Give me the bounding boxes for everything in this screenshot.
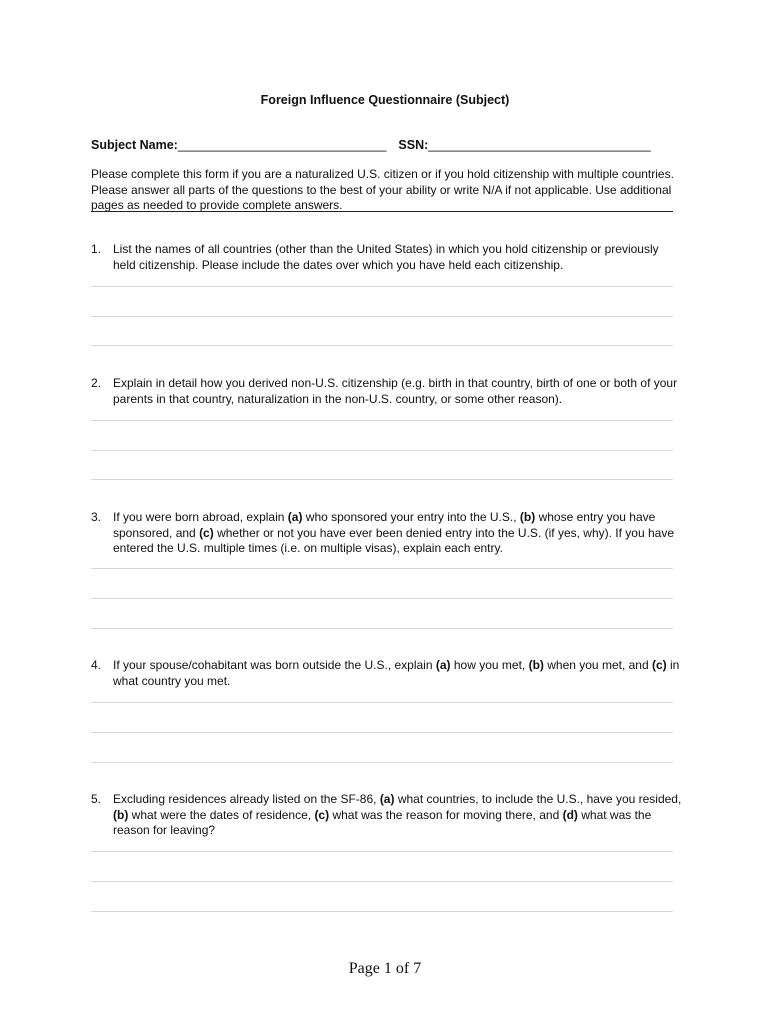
- question-2: [91, 376, 683, 407]
- question-part-marker: (a): [379, 792, 395, 806]
- question-part-marker: (c): [314, 807, 330, 822]
- question-5: [91, 792, 683, 839]
- answer-line[interactable]: [91, 911, 673, 912]
- question-text: [113, 242, 683, 273]
- question-text-segment: in what country you met.: [113, 658, 680, 688]
- question-text-segment: what was the reason for leaving?: [113, 807, 652, 837]
- ssn-field[interactable]: ________________________________: [428, 138, 651, 152]
- question-number: 2.: [91, 376, 102, 390]
- question-4: [91, 658, 683, 689]
- question-number: 3.: [91, 510, 102, 524]
- answer-line[interactable]: [91, 881, 673, 882]
- answer-line[interactable]: [91, 732, 673, 733]
- answer-line[interactable]: [91, 628, 673, 629]
- question-part-marker: (b): [113, 807, 129, 822]
- subject-name-field[interactable]: ______________________________: [177, 138, 387, 152]
- subject-name-label: Subject Name:: [91, 138, 178, 152]
- question-text-segment: how you met,: [450, 658, 529, 672]
- question-part-marker: (b): [519, 510, 536, 524]
- answer-line[interactable]: [91, 762, 673, 763]
- question-text: [113, 658, 683, 689]
- question-text-segment: Explain in detail how you derived non-U.S. citizenship (e.g. birth in that country, birth of one or both of your parents in that country, naturalization in the non-U.S. country, or some other reason).: [113, 376, 678, 406]
- answer-line[interactable]: [91, 479, 673, 480]
- question-text-segment: whether or not you have ever been denied entry into the U.S. (if yes, why). If you have entered the U.S. multiple times (i.e. on multiple visas), explain each entry.: [113, 525, 674, 555]
- intro-divider: [91, 211, 673, 212]
- ssn-label: SSN:: [398, 138, 429, 152]
- question-text-segment: what was the reason for moving there, and: [329, 807, 563, 822]
- question-number: 4.: [91, 658, 102, 672]
- question-part-marker: (b): [528, 658, 544, 672]
- page-title: Foreign Influence Questionnaire (Subject): [260, 93, 510, 107]
- answer-line[interactable]: [91, 598, 673, 599]
- question-3: [91, 510, 683, 557]
- answer-line[interactable]: [91, 345, 673, 346]
- question-text-segment: whose entry you have sponsored, and: [113, 510, 656, 540]
- subject-info-line: [91, 138, 651, 152]
- answer-line[interactable]: [91, 286, 673, 287]
- question-text-segment: who sponsored your entry into the U.S.,: [302, 510, 520, 524]
- question-text: [113, 510, 683, 557]
- answer-line[interactable]: [91, 316, 673, 317]
- answer-line[interactable]: [91, 450, 673, 451]
- question-part-marker: (a): [287, 510, 303, 524]
- answer-line[interactable]: [91, 702, 673, 703]
- question-text-segment: List the names of all countries (other than the United States) in which you hold citizenship or previously held citizenship. Please include the dates over which you have held each citizenship.: [113, 242, 659, 272]
- question-text-segment: what were the dates of residence,: [128, 807, 315, 822]
- question-text-segment: If you were born abroad, explain: [113, 510, 288, 524]
- question-part-marker: (d): [562, 807, 578, 822]
- intro-instructions: Please complete this form if you are a naturalized U.S. citizen or if you hold citizenship with multiple countries. Please answer all parts of the questions to the best of your ability or write N/A if not applicable. Use additional pages as needed to provide complete answers.: [91, 167, 674, 212]
- answer-line[interactable]: [91, 420, 673, 421]
- question-text-segment: when you met, and: [543, 658, 652, 672]
- question-part-marker: (c): [199, 525, 214, 540]
- question-text-segment: Excluding residences already listed on the SF-86,: [113, 792, 380, 806]
- question-text: [113, 376, 683, 407]
- question-text: [113, 792, 683, 839]
- question-part-marker: (a): [435, 658, 451, 672]
- answer-line[interactable]: [91, 568, 673, 569]
- question-part-marker: (c): [651, 658, 667, 672]
- question-text-segment: If your spouse/cohabitant was born outside the U.S., explain: [113, 658, 436, 672]
- page-number: Page 1 of 7: [348, 960, 422, 977]
- answer-line[interactable]: [91, 851, 673, 852]
- question-text-segment: what countries, to include the U.S., have you resided,: [394, 792, 682, 806]
- question-number: 5.: [91, 792, 102, 806]
- question-number: 1.: [91, 242, 102, 256]
- question-1: [91, 242, 683, 273]
